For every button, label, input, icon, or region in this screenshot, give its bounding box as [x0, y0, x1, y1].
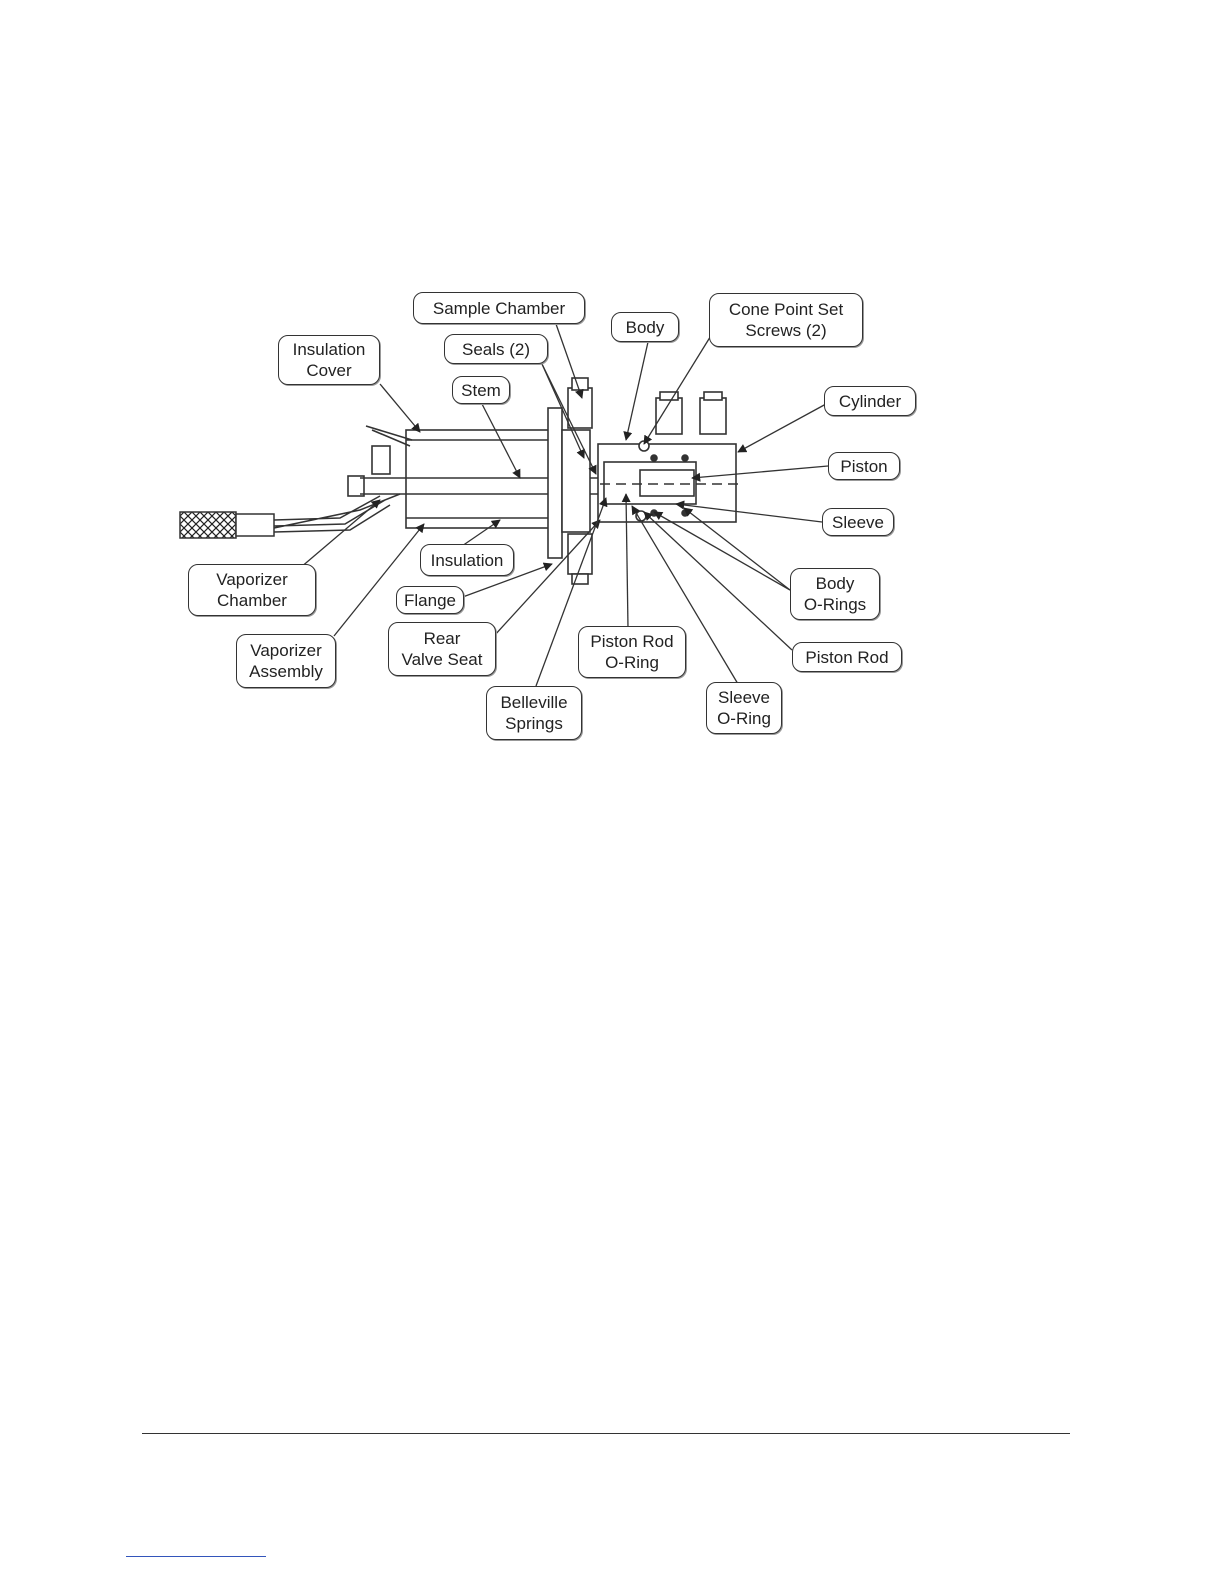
label-body: Body [611, 312, 679, 342]
label-body-o-rings: Body O-Rings [790, 568, 880, 620]
label-sleeve: Sleeve [822, 508, 894, 536]
label-rear-valve-seat: Rear Valve Seat [388, 622, 496, 676]
label-insulation-cover: Insulation Cover [278, 335, 380, 385]
vaporizer-section [348, 408, 600, 558]
label-piston: Piston [828, 452, 900, 480]
label-seals: Seals (2) [444, 334, 548, 364]
label-piston-rod-o-ring: Piston Rod O-Ring [578, 626, 686, 678]
label-sample-chamber: Sample Chamber [413, 292, 585, 324]
label-flange: Flange [396, 586, 464, 614]
label-cone-point-set-screws: Cone Point Set Screws (2) [709, 293, 863, 347]
label-stem: Stem [452, 376, 510, 404]
label-belleville-springs: Belleville Springs [486, 686, 582, 740]
body-and-cylinder [598, 392, 740, 522]
label-vaporizer-assembly: Vaporizer Assembly [236, 634, 336, 688]
label-piston-rod: Piston Rod [792, 642, 902, 672]
footer-link-underline[interactable] [126, 1556, 266, 1557]
cable [180, 494, 400, 538]
footer-rule [142, 1433, 1070, 1434]
label-vaporizer-chamber: Vaporizer Chamber [188, 564, 316, 616]
label-insulation: Insulation [420, 544, 514, 576]
label-cylinder: Cylinder [824, 386, 916, 416]
label-sleeve-o-ring: Sleeve O-Ring [706, 682, 782, 734]
